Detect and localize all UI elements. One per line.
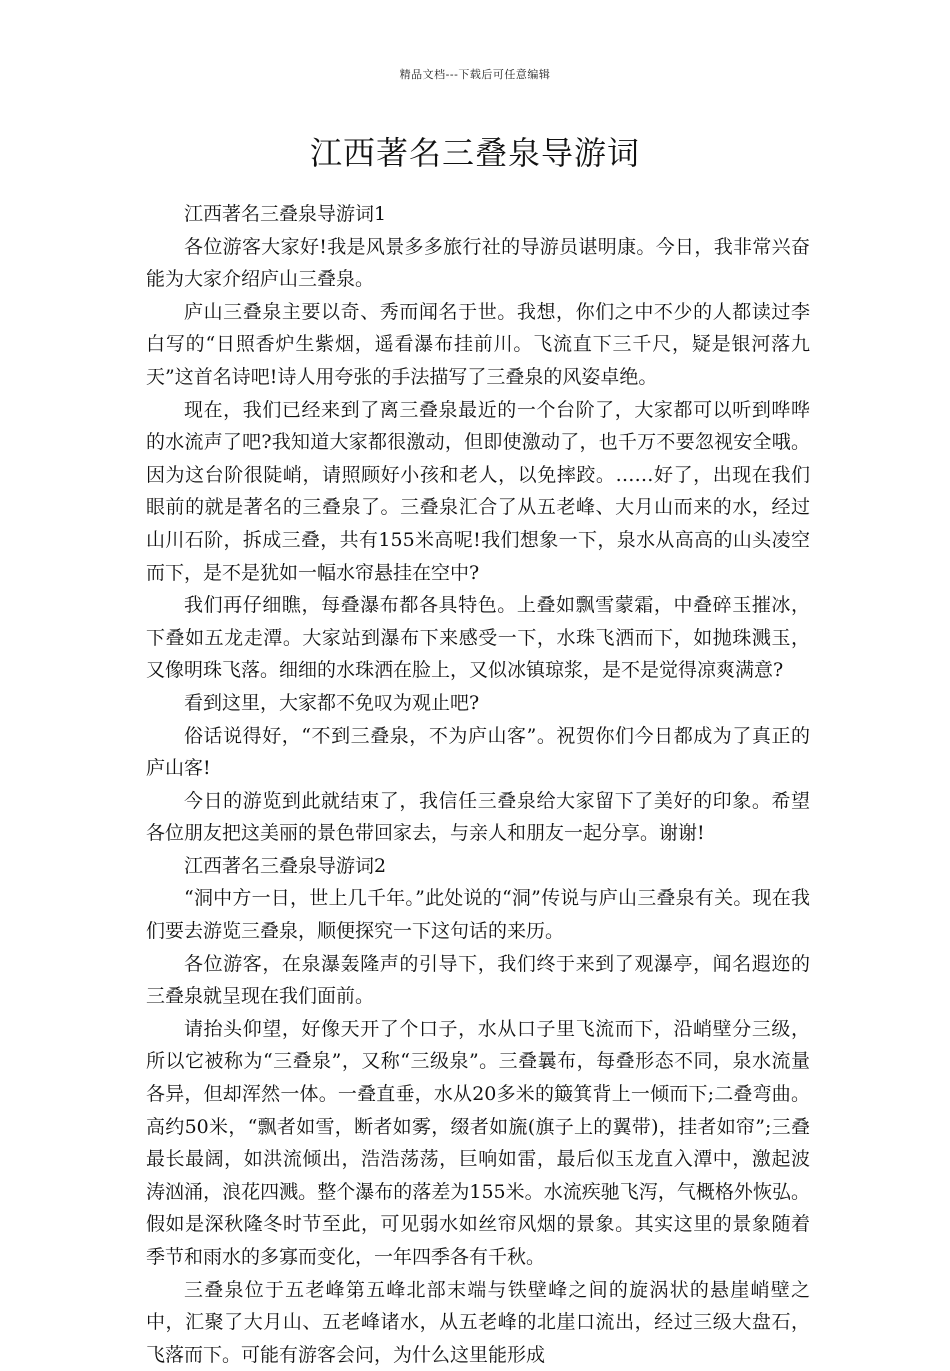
paragraph: 三叠泉位于五老峰第五峰北部末端与铁壁峰之间的旋涡状的悬崖峭壁之中，汇聚了大月山、五老峰诸水，从五老峰的北崖口流出，经过三级大盘石，飞落而下。可能有游客会问，为什么这里能形成	[146, 1278, 810, 1366]
paragraph: 现在，我们已经来到了离三叠泉最近的一个台阶了，大家都可以听到哗哗的水流声了吧?我知道大家都很激动，但即使激动了，也千万不要忽视安全哦。因为这台阶很陡峭，请照顾好小孩和老人，以免摔跤。……好了，出现在我们眼前的就是著名的三叠泉了。三叠泉汇合了从五老峰、大月山而来的水，经过山川石阶，拆成三叠，共有155米高呢!我们想象一下，泉水从高高的山头凌空而下，是不是犹如一幅水帘悬挂在空中?	[146, 398, 810, 584]
paragraph: 我们再仔细瞧，每叠瀑布都各具特色。上叠如飘雪蒙霜，中叠碎玉摧冰，下叠如五龙走潭。大家站到瀑布下来感受一下，水珠飞洒而下，如抛珠溅玉，又像明珠飞落。细细的水珠洒在脸上，又似冰镇琼浆，是不是觉得凉爽满意?	[146, 594, 810, 682]
document-title: 江西著名三叠泉导游词	[309, 134, 640, 172]
paragraph: 看到这里，大家都不免叹为观止吧?	[184, 691, 480, 714]
paragraph: 庐山三叠泉主要以奇、秀而闻名于世。我想，你们之中不少的人都读过李白写的“日照香炉生紫烟，遥看瀑布挂前川。飞流直下三千尺，疑是银河落九天”这首名诗吧!诗人用夸张的手法描写了三叠泉的风姿卓绝。	[146, 300, 810, 388]
paragraph: 各位游客大家好!我是风景多多旅行社的导游员谌明康。今日，我非常兴奋能为大家介绍庐山三叠泉。	[146, 235, 810, 291]
paragraph: 各位游客，在泉瀑轰隆声的引导下，我们终于来到了观瀑亭，闻名遐迩的三叠泉就呈现在我们面前。	[146, 952, 810, 1008]
page-header: 精品文档---下载后可任意编辑	[399, 68, 551, 81]
paragraph: “洞中方一日，世上几千年。”此处说的“洞”传说与庐山三叠泉有关。现在我们要去游览三叠泉，顺便探究一下这句话的来历。	[146, 887, 810, 943]
paragraph: 俗话说得好，“不到三叠泉，不为庐山客”。祝贺你们今日都成为了真正的庐山客!	[146, 724, 810, 780]
paragraph: 今日的游览到此就结束了，我信任三叠泉给大家留下了美好的印象。希望各位朋友把这美丽的景色带回家去，与亲人和朋友一起分享。谢谢!	[146, 789, 810, 845]
section-heading-1: 江西著名三叠泉导游词1	[184, 203, 387, 225]
document-body	[146, 198, 810, 1371]
paragraph: 请抬头仰望，好像天开了个口子，水从口子里飞流而下，沿峭壁分三级，所以它被称为“三叠泉”，又称“三级泉”。三叠曩布，每叠形态不同，泉水流量各异，但却浑然一体。一叠直垂，水从20多米的簸箕背上一倾而下;二叠弯曲。高约50米，“飘者如雪，断者如雾，缀者如旒(旗子上的翼带)，挂者如帘”;三叠最长最阔，如洪流倾出，浩浩荡荡，巨响如雷，最后似玉龙直入潭中，激起波涛汹涌，浪花四溅。整个瀑布的落差为155米。水流疾驰飞泻，气概格外恢弘。假如是深秋隆冬时节至此，可见弱水如丝帘风烟的景象。其实这里的景象随着季节和雨水的多寡而变化，一年四季各有千秋。	[146, 1017, 810, 1268]
section-heading-2: 江西著名三叠泉导游词2	[184, 854, 387, 877]
